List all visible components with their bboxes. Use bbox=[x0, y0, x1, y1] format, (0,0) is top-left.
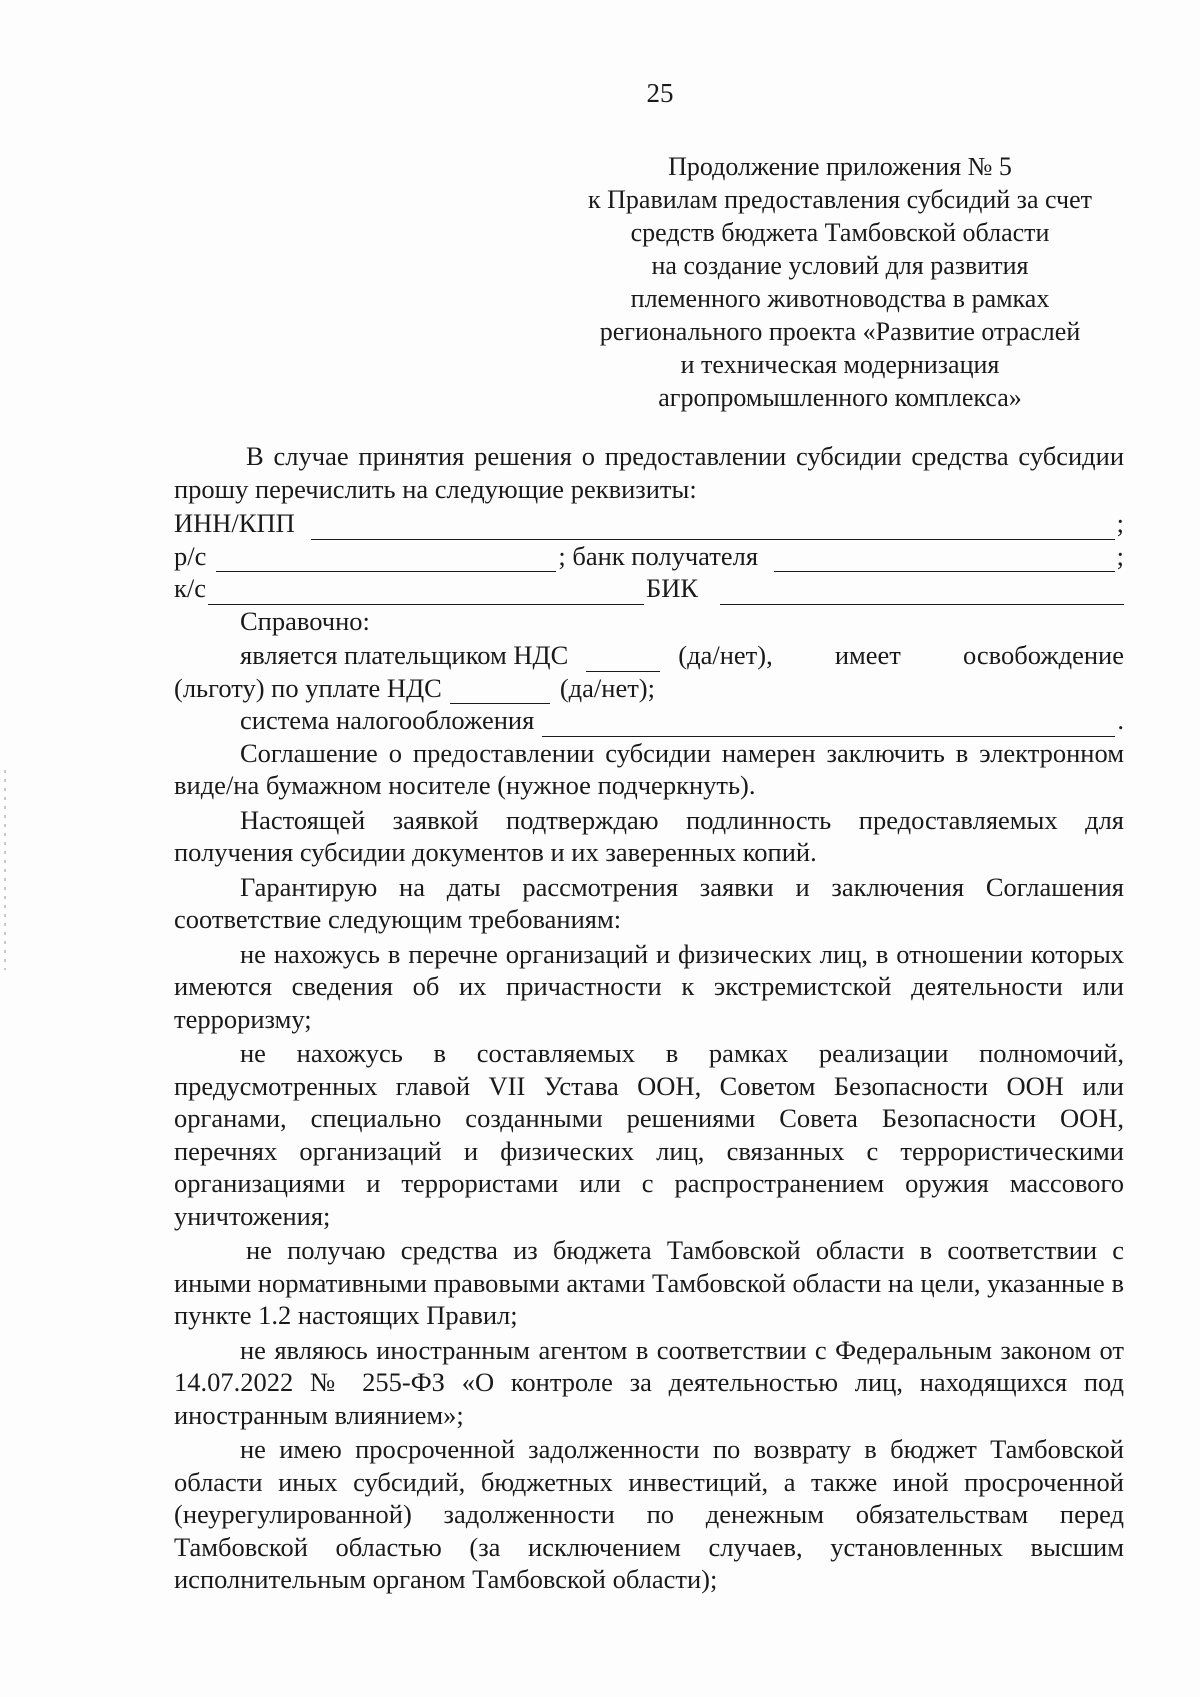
header-line: агропромышленного комплекса» bbox=[658, 383, 1022, 412]
appendix-header bbox=[560, 150, 1120, 414]
reference-label: Справочно: bbox=[240, 605, 370, 636]
requirement-5: не имею просроченной задолженности по возврату в бюджет Тамбовской области иных субсидий, бюджетных инвестиций, а также иной просроченной (неурегулированной) задолженности по денежным обязательствам перед Тамбовской областью (за исключением случаев, установленных высшим исполнительным органом Тамбовской области); bbox=[174, 1434, 1124, 1594]
confirmation-paragraph: Настоящей заявкой подтверждаю подлинность предоставляемых для получения субсидии документов и их заверенных копий. bbox=[174, 804, 1124, 867]
inn-kpp-label: ИНН/КПП bbox=[174, 508, 295, 538]
header-line: средств бюджета Тамбовской области bbox=[630, 218, 1050, 247]
header-line: к Правилам предоставления субсидий за счет bbox=[588, 185, 1092, 214]
guarantee-paragraph: Гарантирую на даты рассмотрения заявки и заключения Соглашения соответствие следующим требованиям: bbox=[174, 871, 1124, 934]
header-line: регионального проекта «Развитие отраслей bbox=[599, 317, 1081, 346]
inn-kpp-end: ; bbox=[1116, 508, 1124, 538]
inn-kpp-field[interactable] bbox=[311, 515, 1115, 540]
page-number: 25 bbox=[646, 78, 674, 108]
bank-field[interactable] bbox=[774, 547, 1115, 572]
corr-account-bik-row bbox=[174, 572, 1124, 605]
header-line: племенного животноводства в рамках bbox=[630, 284, 1050, 313]
agreement-paragraph: Соглашение о предоставлении субсидии намерен заключить в электронном виде/на бумажном носителе (нужное подчеркнуть). bbox=[174, 737, 1124, 800]
bank-label: ; банк получателя bbox=[558, 540, 759, 571]
vat-benefit-label: (льготу) по уплате НДС bbox=[174, 672, 442, 703]
bik-label: БИК bbox=[646, 573, 699, 603]
corr-account-label: к/с bbox=[174, 573, 206, 603]
tax-system-label: система налогообложения bbox=[240, 705, 535, 735]
bank-end: ; bbox=[1116, 540, 1124, 571]
vat-payer-field[interactable] bbox=[586, 647, 660, 672]
header-line: на создание условий для развития bbox=[651, 251, 1029, 280]
account-bank-row bbox=[174, 540, 1124, 573]
settlement-account-label: р/с bbox=[174, 540, 207, 571]
vat-benefit-row bbox=[174, 672, 1124, 705]
vat-exemption-label: (да/нет), имеет освобождение bbox=[678, 640, 1124, 670]
vat-payer-row bbox=[174, 639, 1124, 672]
scan-margin-marks bbox=[4, 770, 6, 970]
requirement-2: не нахожусь в составляемых в рамках реализации полномочий, предусмотренных главой VII Устава ООН, Советом Безопасности ООН или органами, специально созданными решениями Совета Безопасности ООН, перечнях организаций и физических лиц, связанных с террористическими организациями и террористами или с распространением оружия массового уничтожения; bbox=[174, 1038, 1124, 1231]
tax-system-row bbox=[174, 704, 1124, 737]
header-line: Продолжение приложения № 5 bbox=[668, 152, 1012, 181]
bik-field[interactable] bbox=[720, 580, 1124, 605]
vat-benefit-end: (да/нет); bbox=[559, 672, 655, 703]
requirement-3: не получаю средства из бюджета Тамбовской области в соответствии с иными нормативными правовыми актами Тамбовской области на цели, указанные в пункте 1.2 настоящих Правил; bbox=[174, 1235, 1124, 1330]
header-line: и техническая модернизация bbox=[680, 350, 1000, 379]
requirement-4: не являюсь иностранным агентом в соответствии с Федеральным законом от 14.07.2022 № 255-ФЗ «О контроле за деятельностью лиц, находящихся под иностранным влиянием»; bbox=[174, 1334, 1124, 1430]
inn-kpp-row bbox=[174, 507, 1124, 540]
vat-benefit-field[interactable] bbox=[450, 679, 550, 704]
tax-system-end: . bbox=[1117, 705, 1124, 735]
intro-paragraph: В случае принятия решения о предоставлении субсидии средства субсидии прошу перечислить на следующие реквизиты: bbox=[174, 441, 1124, 504]
corr-account-field[interactable] bbox=[208, 580, 644, 605]
vat-payer-label: является плательщиком НДС bbox=[240, 640, 569, 670]
settlement-account-field[interactable] bbox=[216, 547, 556, 572]
tax-system-field[interactable] bbox=[542, 712, 1115, 737]
requirement-1: не нахожусь в перечне организаций и физических лиц, в отношении которых имеются сведения об их причастности к экстремистской деятельности или терроризму; bbox=[174, 938, 1124, 1034]
document-body bbox=[174, 440, 1124, 1598]
